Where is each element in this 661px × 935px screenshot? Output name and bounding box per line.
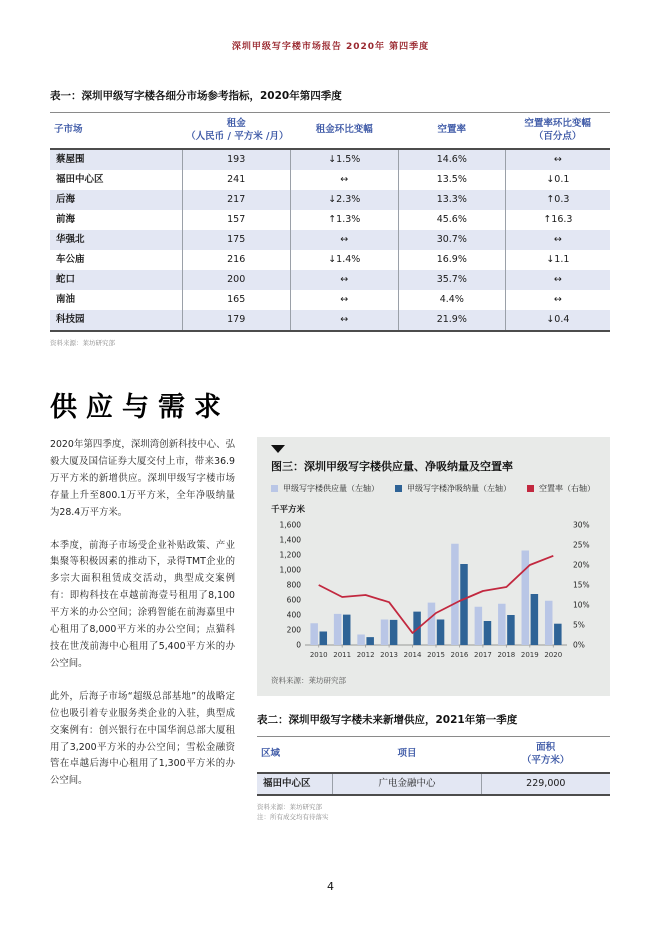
document-header: 深圳甲级写字楼市场报告 2020年 第四季度 bbox=[231, 42, 430, 52]
left-axis-tick: 0 bbox=[296, 640, 301, 650]
supply-bar bbox=[428, 603, 436, 645]
value-cell: ↔ bbox=[505, 230, 610, 250]
body-text-column bbox=[50, 437, 235, 822]
table-row bbox=[50, 310, 610, 331]
value-cell: ↑0.3 bbox=[505, 190, 610, 210]
table2-title: 表二：深圳甲级写字楼未来新增供应，2021年第一季度 bbox=[257, 714, 518, 726]
absorption-bar bbox=[507, 615, 515, 645]
value-cell: ↔ bbox=[290, 230, 398, 250]
header-row bbox=[257, 737, 610, 774]
right-axis-tick: 20% bbox=[573, 560, 590, 570]
supply-bar bbox=[475, 607, 483, 645]
row-label-cell: 科技园 bbox=[56, 314, 85, 325]
value-cell: ↔ bbox=[290, 270, 398, 290]
value-cell: 193 bbox=[182, 149, 290, 170]
row-label-cell: 南油 bbox=[56, 294, 76, 305]
value-cell: 241 bbox=[182, 170, 290, 190]
table2-note: 注：所有成交均有待落实 bbox=[257, 813, 329, 821]
x-axis-label: 2017 bbox=[473, 651, 492, 659]
legend-swatch-icon bbox=[395, 485, 402, 492]
supply-bar bbox=[357, 635, 365, 646]
left-axis-tick: 1,000 bbox=[279, 565, 301, 575]
left-axis-tick: 800 bbox=[286, 580, 301, 590]
value-cell: 217 bbox=[182, 190, 290, 210]
legend-item bbox=[271, 483, 379, 494]
header-row bbox=[50, 113, 610, 150]
triangle-marker-icon bbox=[271, 445, 285, 453]
value-cell: 165 bbox=[182, 290, 290, 310]
x-axis-label: 2015 bbox=[427, 651, 445, 659]
value-cell: ↔ bbox=[290, 170, 398, 190]
left-axis-tick: 600 bbox=[286, 595, 301, 605]
left-axis-tick: 1,200 bbox=[279, 550, 301, 560]
table1-source: 资料来源：莱坊研究部 bbox=[50, 339, 115, 347]
row-label-cell: 前海 bbox=[56, 214, 76, 225]
table-row bbox=[50, 190, 610, 210]
row-label-cell: 华强北 bbox=[56, 234, 85, 245]
table-row bbox=[257, 773, 610, 795]
value-cell: 200 bbox=[182, 270, 290, 290]
value-cell: 广电金融中心 bbox=[333, 773, 481, 795]
value-cell: 4.4% bbox=[398, 290, 505, 310]
table1-section bbox=[50, 88, 610, 348]
column-header: 租金 （人民币 / 平方米 /月） bbox=[182, 113, 290, 150]
x-axis-label: 2018 bbox=[497, 651, 516, 659]
table-row bbox=[50, 230, 610, 250]
value-cell: 216 bbox=[182, 250, 290, 270]
value-cell: 179 bbox=[182, 310, 290, 331]
table2-source: 资料来源：莱坊研究部 bbox=[257, 803, 322, 811]
right-axis-tick: 30% bbox=[573, 520, 590, 530]
column-header: 子市场 bbox=[50, 113, 182, 150]
column-header: 区域 bbox=[257, 737, 333, 774]
right-axis-tick: 15% bbox=[573, 580, 590, 590]
column-header: 面积 （平方米） bbox=[481, 737, 610, 774]
page-content bbox=[50, 88, 610, 822]
value-cell: 16.9% bbox=[398, 250, 505, 270]
row-label-cell: 福田中心区 bbox=[263, 778, 311, 789]
column-header: 空置率环比变幅 （百分点） bbox=[505, 113, 610, 150]
value-cell: ↔ bbox=[505, 149, 610, 170]
column-header: 租金环比变幅 bbox=[290, 113, 398, 150]
absorption-bar bbox=[437, 620, 445, 646]
absorption-bar bbox=[320, 632, 328, 646]
value-cell: ↓2.3% bbox=[290, 190, 398, 210]
supply-bar bbox=[334, 614, 342, 645]
supply-bar bbox=[545, 601, 553, 645]
value-cell: 157 bbox=[182, 210, 290, 230]
absorption-bar bbox=[343, 615, 351, 645]
value-cell: 30.7% bbox=[398, 230, 505, 250]
table1 bbox=[50, 112, 610, 332]
table-row bbox=[50, 210, 610, 230]
supply-demand-vacancy-chart bbox=[271, 517, 596, 669]
value-cell: ↓0.4 bbox=[505, 310, 610, 331]
supply-bar bbox=[381, 620, 389, 646]
table-row bbox=[50, 170, 610, 190]
chart-title: 图三：深圳甲级写字楼供应量、净吸纳量及空置率 bbox=[271, 460, 513, 473]
value-cell: 13.3% bbox=[398, 190, 505, 210]
column-header: 空置率 bbox=[398, 113, 505, 150]
left-axis-tick: 200 bbox=[286, 625, 301, 635]
absorption-bar bbox=[484, 621, 492, 645]
value-cell: ↔ bbox=[505, 290, 610, 310]
x-axis-label: 2019 bbox=[520, 651, 539, 659]
left-axis-tick: 400 bbox=[286, 610, 301, 620]
chart-legend bbox=[271, 483, 596, 494]
value-cell: ↓1.5% bbox=[290, 149, 398, 170]
supply-bar bbox=[498, 604, 506, 645]
value-cell: ↔ bbox=[290, 310, 398, 331]
legend-item bbox=[527, 483, 595, 494]
section-heading: 供应与需求 bbox=[50, 392, 230, 423]
value-cell: ↓0.1 bbox=[505, 170, 610, 190]
row-label-cell: 后海 bbox=[56, 194, 76, 205]
legend-swatch-icon bbox=[527, 485, 534, 492]
right-axis-tick: 25% bbox=[573, 540, 590, 550]
row-label-cell: 车公庙 bbox=[56, 254, 85, 265]
supply-bar bbox=[522, 551, 530, 646]
table-row bbox=[50, 270, 610, 290]
right-column bbox=[257, 437, 610, 822]
legend-label: 甲级写字楼净吸纳量（左轴） bbox=[407, 484, 511, 493]
value-cell: ↑16.3 bbox=[505, 210, 610, 230]
table2 bbox=[257, 736, 610, 796]
chart-source: 资料来源：莱坊研究部 bbox=[271, 676, 346, 685]
value-cell: ↓1.1 bbox=[505, 250, 610, 270]
absorption-bar bbox=[390, 620, 398, 645]
value-cell: ↔ bbox=[290, 290, 398, 310]
x-axis-label: 2013 bbox=[380, 651, 399, 659]
table-row bbox=[50, 149, 610, 170]
body-paragraph-1: 2020年第四季度，深圳湾创新科技中心、弘毅大厦及国信证券大厦交付上市，带来36.9万平方米的新增供应。深圳甲级写字楼市场存量上升至800.1万平方米，全年净吸纳量为28.4万平方米。 bbox=[50, 439, 235, 518]
vacancy-rate-line bbox=[319, 556, 554, 633]
left-axis-tick: 1,400 bbox=[279, 535, 301, 545]
page-number: 4 bbox=[327, 880, 334, 893]
legend-label: 空置率（右轴） bbox=[539, 484, 595, 493]
value-cell: 175 bbox=[182, 230, 290, 250]
x-axis-label: 2011 bbox=[333, 651, 352, 659]
supply-bar bbox=[451, 544, 459, 645]
right-axis-tick: 5% bbox=[573, 620, 585, 630]
x-axis-label: 2020 bbox=[544, 651, 563, 659]
table1-title: 表一：深圳甲级写字楼各细分市场参考指标，2020年第四季度 bbox=[50, 90, 342, 102]
value-cell: 229,000 bbox=[481, 773, 610, 795]
absorption-bar bbox=[366, 637, 374, 645]
value-cell: 14.6% bbox=[398, 149, 505, 170]
table2-section bbox=[257, 712, 610, 822]
value-cell: ↔ bbox=[505, 270, 610, 290]
x-axis-label: 2016 bbox=[450, 651, 469, 659]
x-axis-label: 2010 bbox=[309, 651, 328, 659]
right-axis-tick: 10% bbox=[573, 600, 590, 610]
right-axis-tick: 0% bbox=[573, 640, 585, 650]
value-cell: ↓1.4% bbox=[290, 250, 398, 270]
table-row bbox=[50, 290, 610, 310]
absorption-bar bbox=[554, 624, 562, 645]
body-paragraph-2: 本季度，前海子市场受企业补贴政策、产业集聚等积极因素的推动下，录得TMT企业的多宗大面积租赁成交活动，典型成交案例有：即构科技在卓越前海壹号租用了8,100平方米的办公空间；涂鸦智能在前海嘉里中心租用了8,000平方米的办公空间；点猫科技在世茂前海中心租用了5,400平方米的办公空间。 bbox=[50, 539, 235, 669]
value-cell: ↑1.3% bbox=[290, 210, 398, 230]
supply-bar bbox=[310, 623, 318, 645]
value-cell: 35.7% bbox=[398, 270, 505, 290]
two-column-layout bbox=[50, 437, 610, 822]
table-row bbox=[50, 250, 610, 270]
value-cell: 21.9% bbox=[398, 310, 505, 331]
row-label-cell: 福田中心区 bbox=[56, 174, 104, 185]
body-paragraph-3: 此外，后海子市场“超级总部基地”的战略定位也吸引着专业服务类企业的入驻，典型成交案例有：创兴银行在中国华润总部大厦租用了3,200平方米的办公空间；雪松金融资管在卓越后海中心租用了1,300平方米的办公空间。 bbox=[50, 690, 235, 787]
absorption-bar bbox=[531, 594, 539, 645]
left-axis-tick: 1,600 bbox=[279, 520, 301, 530]
row-label-cell: 蛇口 bbox=[56, 274, 76, 285]
legend-swatch-icon bbox=[271, 485, 278, 492]
column-header: 项目 bbox=[333, 737, 481, 774]
value-cell: 13.5% bbox=[398, 170, 505, 190]
chart-axis-unit-label: 千平方米 bbox=[271, 505, 306, 515]
x-axis-label: 2012 bbox=[356, 651, 375, 659]
chart-panel bbox=[257, 437, 610, 696]
legend-item bbox=[395, 483, 511, 494]
x-axis-label: 2014 bbox=[403, 651, 422, 659]
row-label-cell: 蔡屋围 bbox=[56, 154, 85, 165]
value-cell: 45.6% bbox=[398, 210, 505, 230]
legend-label: 甲级写字楼供应量（左轴） bbox=[283, 484, 379, 493]
absorption-bar bbox=[460, 564, 468, 645]
